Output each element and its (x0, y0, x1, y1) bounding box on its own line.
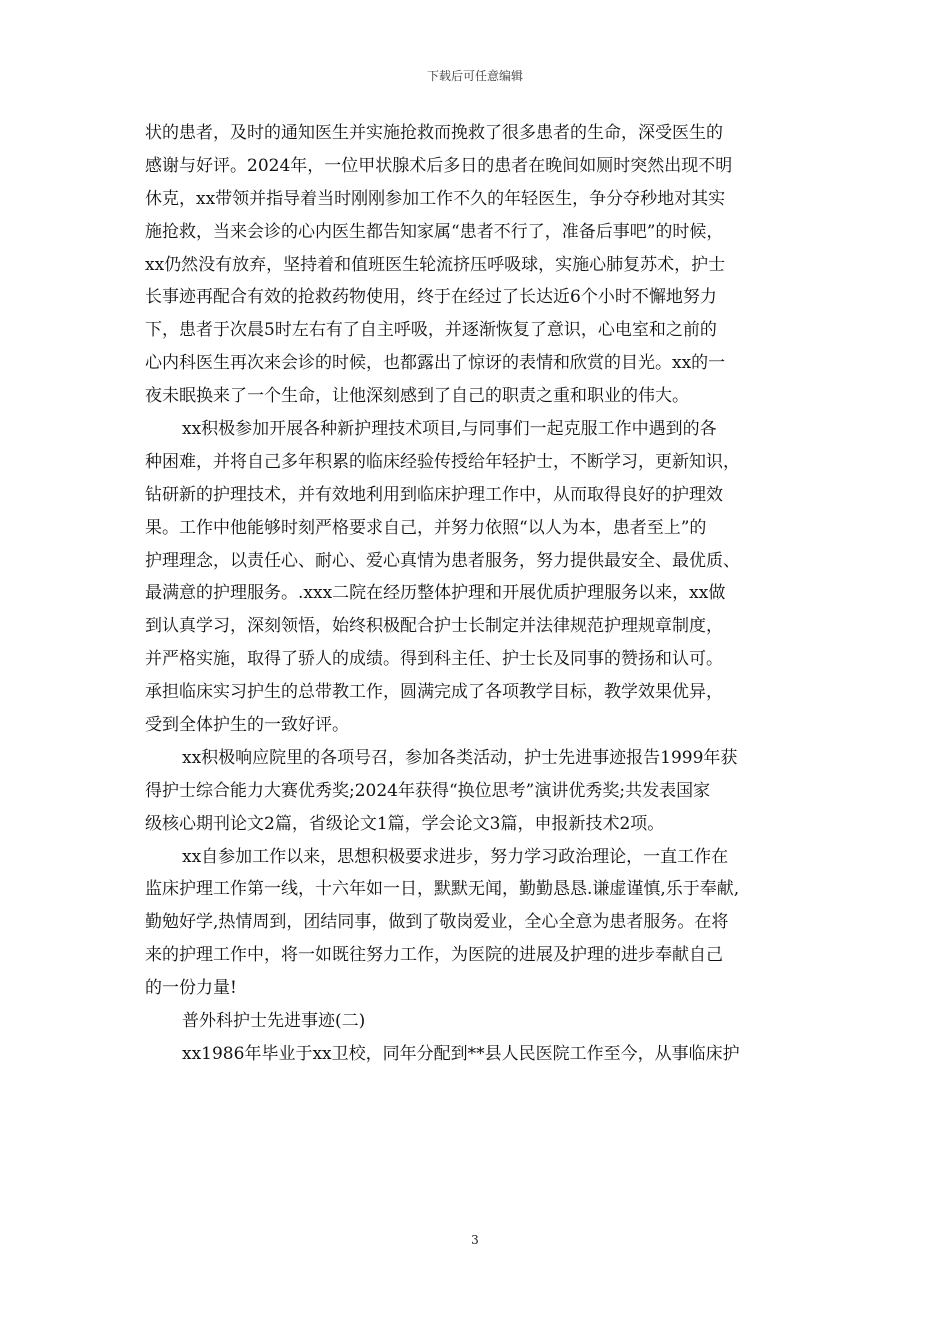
text-line: 的一份力量! (145, 978, 237, 999)
text-line: xx积极参加开展各种新护理技术项目,与同事们一起克服工作中遇到的各 (182, 419, 717, 440)
text-line: 种困难，并将自己多年积累的临床经验传授给年轻护士，不断学习，更新知识， (145, 451, 740, 472)
text-line: xx积极响应院里的各项号召，参加各类活动，护士先进事迹报告1999年获 (182, 747, 738, 768)
text-line: 护理理念，以责任心、耐心、爱心真情为患者服务，努力提供最安全、最优质、 (145, 550, 740, 571)
text-line: 级核心期刊论文2篇，省级论文1篇，学会论文3篇，申报新技术2项。 (145, 813, 665, 834)
text-line: 感谢与好评。2024年，一位甲状腺术后多日的患者在晚间如厕时突然出现不明 (145, 155, 733, 176)
text-line: 勤勉好学,热情周到，团结同事，做到了敬岗爱业，全心全意为患者服务。在将 (145, 912, 729, 933)
text-line: xx仍然没有放弃，坚持着和值班医生轮流挤压呼吸球，实施心肺复苏术，护士 (145, 254, 726, 275)
text-line: 来的护理工作中，将一如既往努力工作，为医院的进展及护理的进步奉献自己 (145, 945, 723, 966)
text-line: 得护士综合能力大赛优秀奖;2024年获得“换位思考”演讲优秀奖;共发表国家 (145, 780, 711, 801)
page-header-note: 下载后可任意编辑 (426, 69, 523, 83)
text-line: 休克，xx带领并指导着当时刚刚参加工作不久的年轻医生，争分夺秒地对其实 (145, 188, 726, 209)
text-line: 状的患者，及时的通知医生并实施抢救而挽救了很多患者的生命，深受医生的 (145, 123, 723, 143)
text-line: 到认真学习，深刻领悟，始终积极配合护士长制定并法律规范护理规章制度， (145, 616, 723, 637)
document-body (145, 117, 817, 1071)
text-line: 下，患者于次晨5时左右有了自主呼吸，并逐渐恢复了意识，心电室和之前的 (145, 320, 717, 341)
text-line: 最满意的护理服务。.xxx二院在经历整体护理和开展优质护理服务以来，xx做 (145, 583, 726, 604)
text-line: 并严格实施，取得了骄人的成绩。得到科主任、护士长及同事的赞扬和认可。 (145, 649, 723, 670)
text-line: 心内科医生再次来会诊的时候，也都露出了惊讶的表情和欣赏的目光。xx的一 (145, 353, 726, 374)
text-line: 受到全体护生的一致好评。 (145, 715, 349, 736)
text-line: 长事迹再配合有效的抢救药物使用，终于在经过了长达近6个小时不懈地努力 (145, 287, 717, 308)
text-line: 普外科护士先进事迹(二) (182, 1011, 366, 1032)
text-line: 施抢救，当来会诊的心内医生都告知家属“患者不行了，准备后事吧”的时候， (145, 221, 724, 242)
text-line: 夜未眠换来了一个生命，让他深刻感到了自己的职责之重和职业的伟大。 (145, 386, 689, 407)
text-line: 承担临床实习护生的总带教工作，圆满完成了各项教学目标，教学效果优异， (145, 682, 723, 703)
text-line: 果。工作中他能够时刻严格要求自己，并努力依照“以人为本，患者至上”的 (145, 517, 707, 538)
text-line: 钻研新的护理技术，并有效地利用到临床护理工作中，从而取得良好的护理效 (145, 484, 723, 505)
page-number: 3 (471, 1233, 479, 1247)
text-line: 监床护理工作第一线，十六年如一日，默默无闻，勤勤恳恳.谦虚谨慎,乐于奉献, (145, 879, 740, 900)
text-line: xx1986年毕业于xx卫校，同年分配到**县人民医院工作至今，从事临床护 (182, 1043, 740, 1064)
text-line: xx自参加工作以来，思想积极要求进步，努力学习政治理论，一直工作在 (182, 846, 729, 867)
